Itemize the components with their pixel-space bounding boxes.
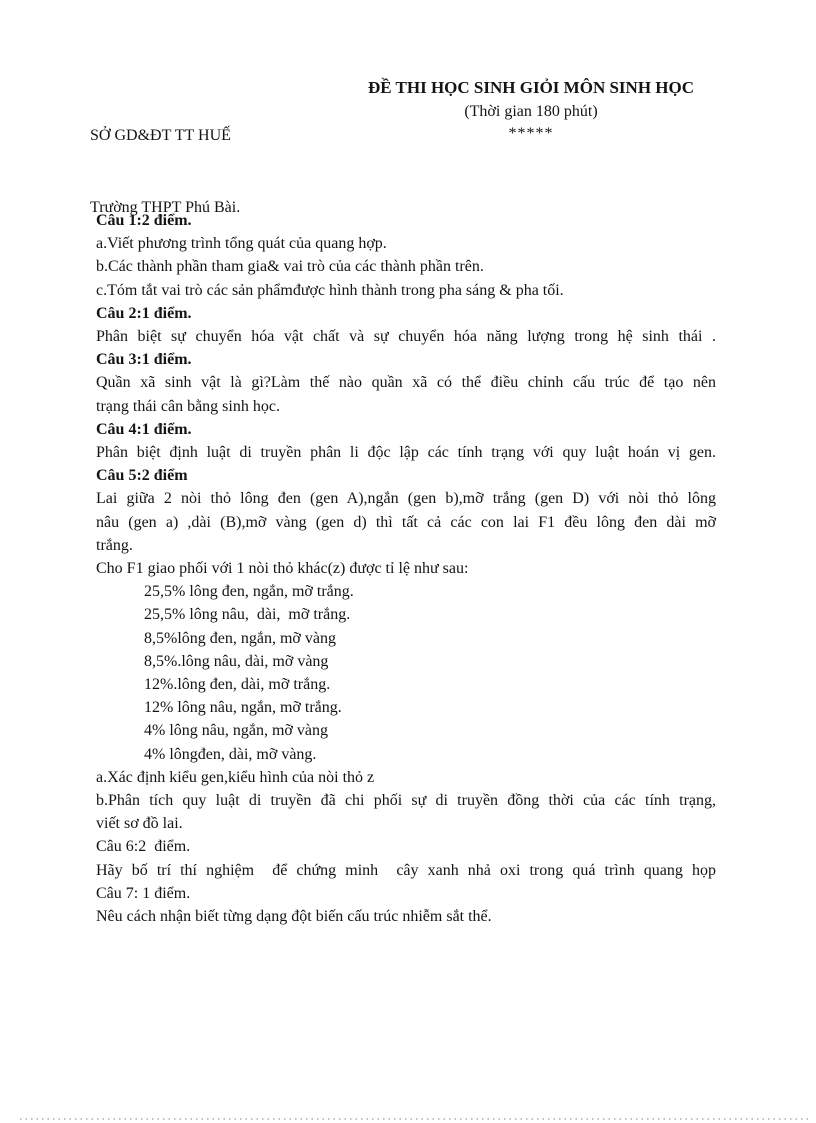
text-line: Cho F1 giao phối với 1 nòi thỏ khác(z) được tỉ lệ như sau: <box>96 560 469 578</box>
text-line: Câu 5:2 điểm <box>96 467 188 485</box>
text-line: Lai giữa 2 nòi thỏ lông đen (gen A),ngắn (gen b),mỡ trắng (gen D) với nòi thỏ lông <box>96 490 716 508</box>
text-line: 4% lôngđen, dài, mỡ vàng. <box>144 745 317 763</box>
text-line: trắng. <box>96 536 133 554</box>
exam-title: ĐỀ THI HỌC SINH GIỎI MÔN SINH HỌC <box>367 78 695 97</box>
text-line: viết sơ đồ lai. <box>96 815 183 833</box>
text-line: Phân biệt sự chuyển hóa vật chất và sự chuyển hóa năng lượng trong hệ sinh thái . <box>96 328 716 346</box>
footer-dotted-line <box>20 1118 808 1120</box>
text-line: Hãy bố trí thí nghiệm để chứng minh cây xanh nhả oxi trong quá trình quang họp <box>96 861 716 879</box>
text-line: a.Xác định kiểu gen,kiểu hình của nòi thỏ z <box>96 768 375 786</box>
text-line: Phân biệt định luật di truyền phân li độc lập các tính trạng với quy luật hoán vị gen. <box>96 444 716 462</box>
text-line: 25,5% lông đen, ngắn, mỡ trắng. <box>144 583 354 601</box>
exam-title-block <box>310 76 752 144</box>
school-name: Trường THPT Phú Bài. <box>90 199 241 216</box>
stars-separator: ***** <box>508 125 554 142</box>
text-line: Quần xã sinh vật là gì?Làm thế nào quần xã có thể điều chỉnh cấu trúc để tạo nên <box>96 374 716 392</box>
text-line: Nêu cách nhận biết từng dạng đột biến cấu trúc nhiễm sắt thể. <box>96 908 492 926</box>
text-line: 25,5% lông nâu, dài, mỡ trắng. <box>144 606 351 624</box>
exam-duration: (Thời gian 180 phút) <box>464 103 598 120</box>
text-line: Câu 2:1 điểm. <box>96 304 192 322</box>
text-line: 12%.lông đen, dài, mỡ trắng. <box>144 676 331 694</box>
text-line: Câu 3:1 điểm. <box>96 351 192 369</box>
text-line: 8,5%.lông nâu, dài, mỡ vàng <box>144 652 329 670</box>
text-line: Câu 4:1 điểm. <box>96 420 192 438</box>
text-line: b.Các thành phần tham gia& vai trò của các thành phần trên. <box>96 258 484 276</box>
document-body <box>96 209 716 928</box>
text-line: a.Viết phương trình tổng quát của quang hợp. <box>96 235 387 253</box>
text-line: Câu 7: 1 điểm. <box>96 884 191 902</box>
text-line: 4% lông nâu, ngắn, mỡ vàng <box>144 722 328 740</box>
text-line: b.Phân tích quy luật di truyền đã chi phối sự di truyền đồng thời của các tính trạng, <box>96 792 716 810</box>
text-line: nâu (gen a) ,dài (B),mỡ vàng (gen d) thì tất cả các con lai F1 đều lông đen dài mỡ <box>96 513 716 531</box>
text-line: c.Tóm tắt vai trò các sản phẩmđược hình thành trong pha sáng & pha tối. <box>96 281 564 299</box>
text-line: Câu 6:2 điểm. <box>96 838 191 856</box>
text-line: 8,5%lông đen, ngắn, mỡ vàng <box>144 629 336 647</box>
department-name: SỞ GD&ĐT TT HUẾ <box>90 127 231 144</box>
text-line: trạng thái cân bằng sinh học. <box>96 397 280 415</box>
text-line: Câu 1:2 điểm. <box>96 212 192 229</box>
text-line: 12% lông nâu, ngắn, mỡ trắng. <box>144 699 342 717</box>
